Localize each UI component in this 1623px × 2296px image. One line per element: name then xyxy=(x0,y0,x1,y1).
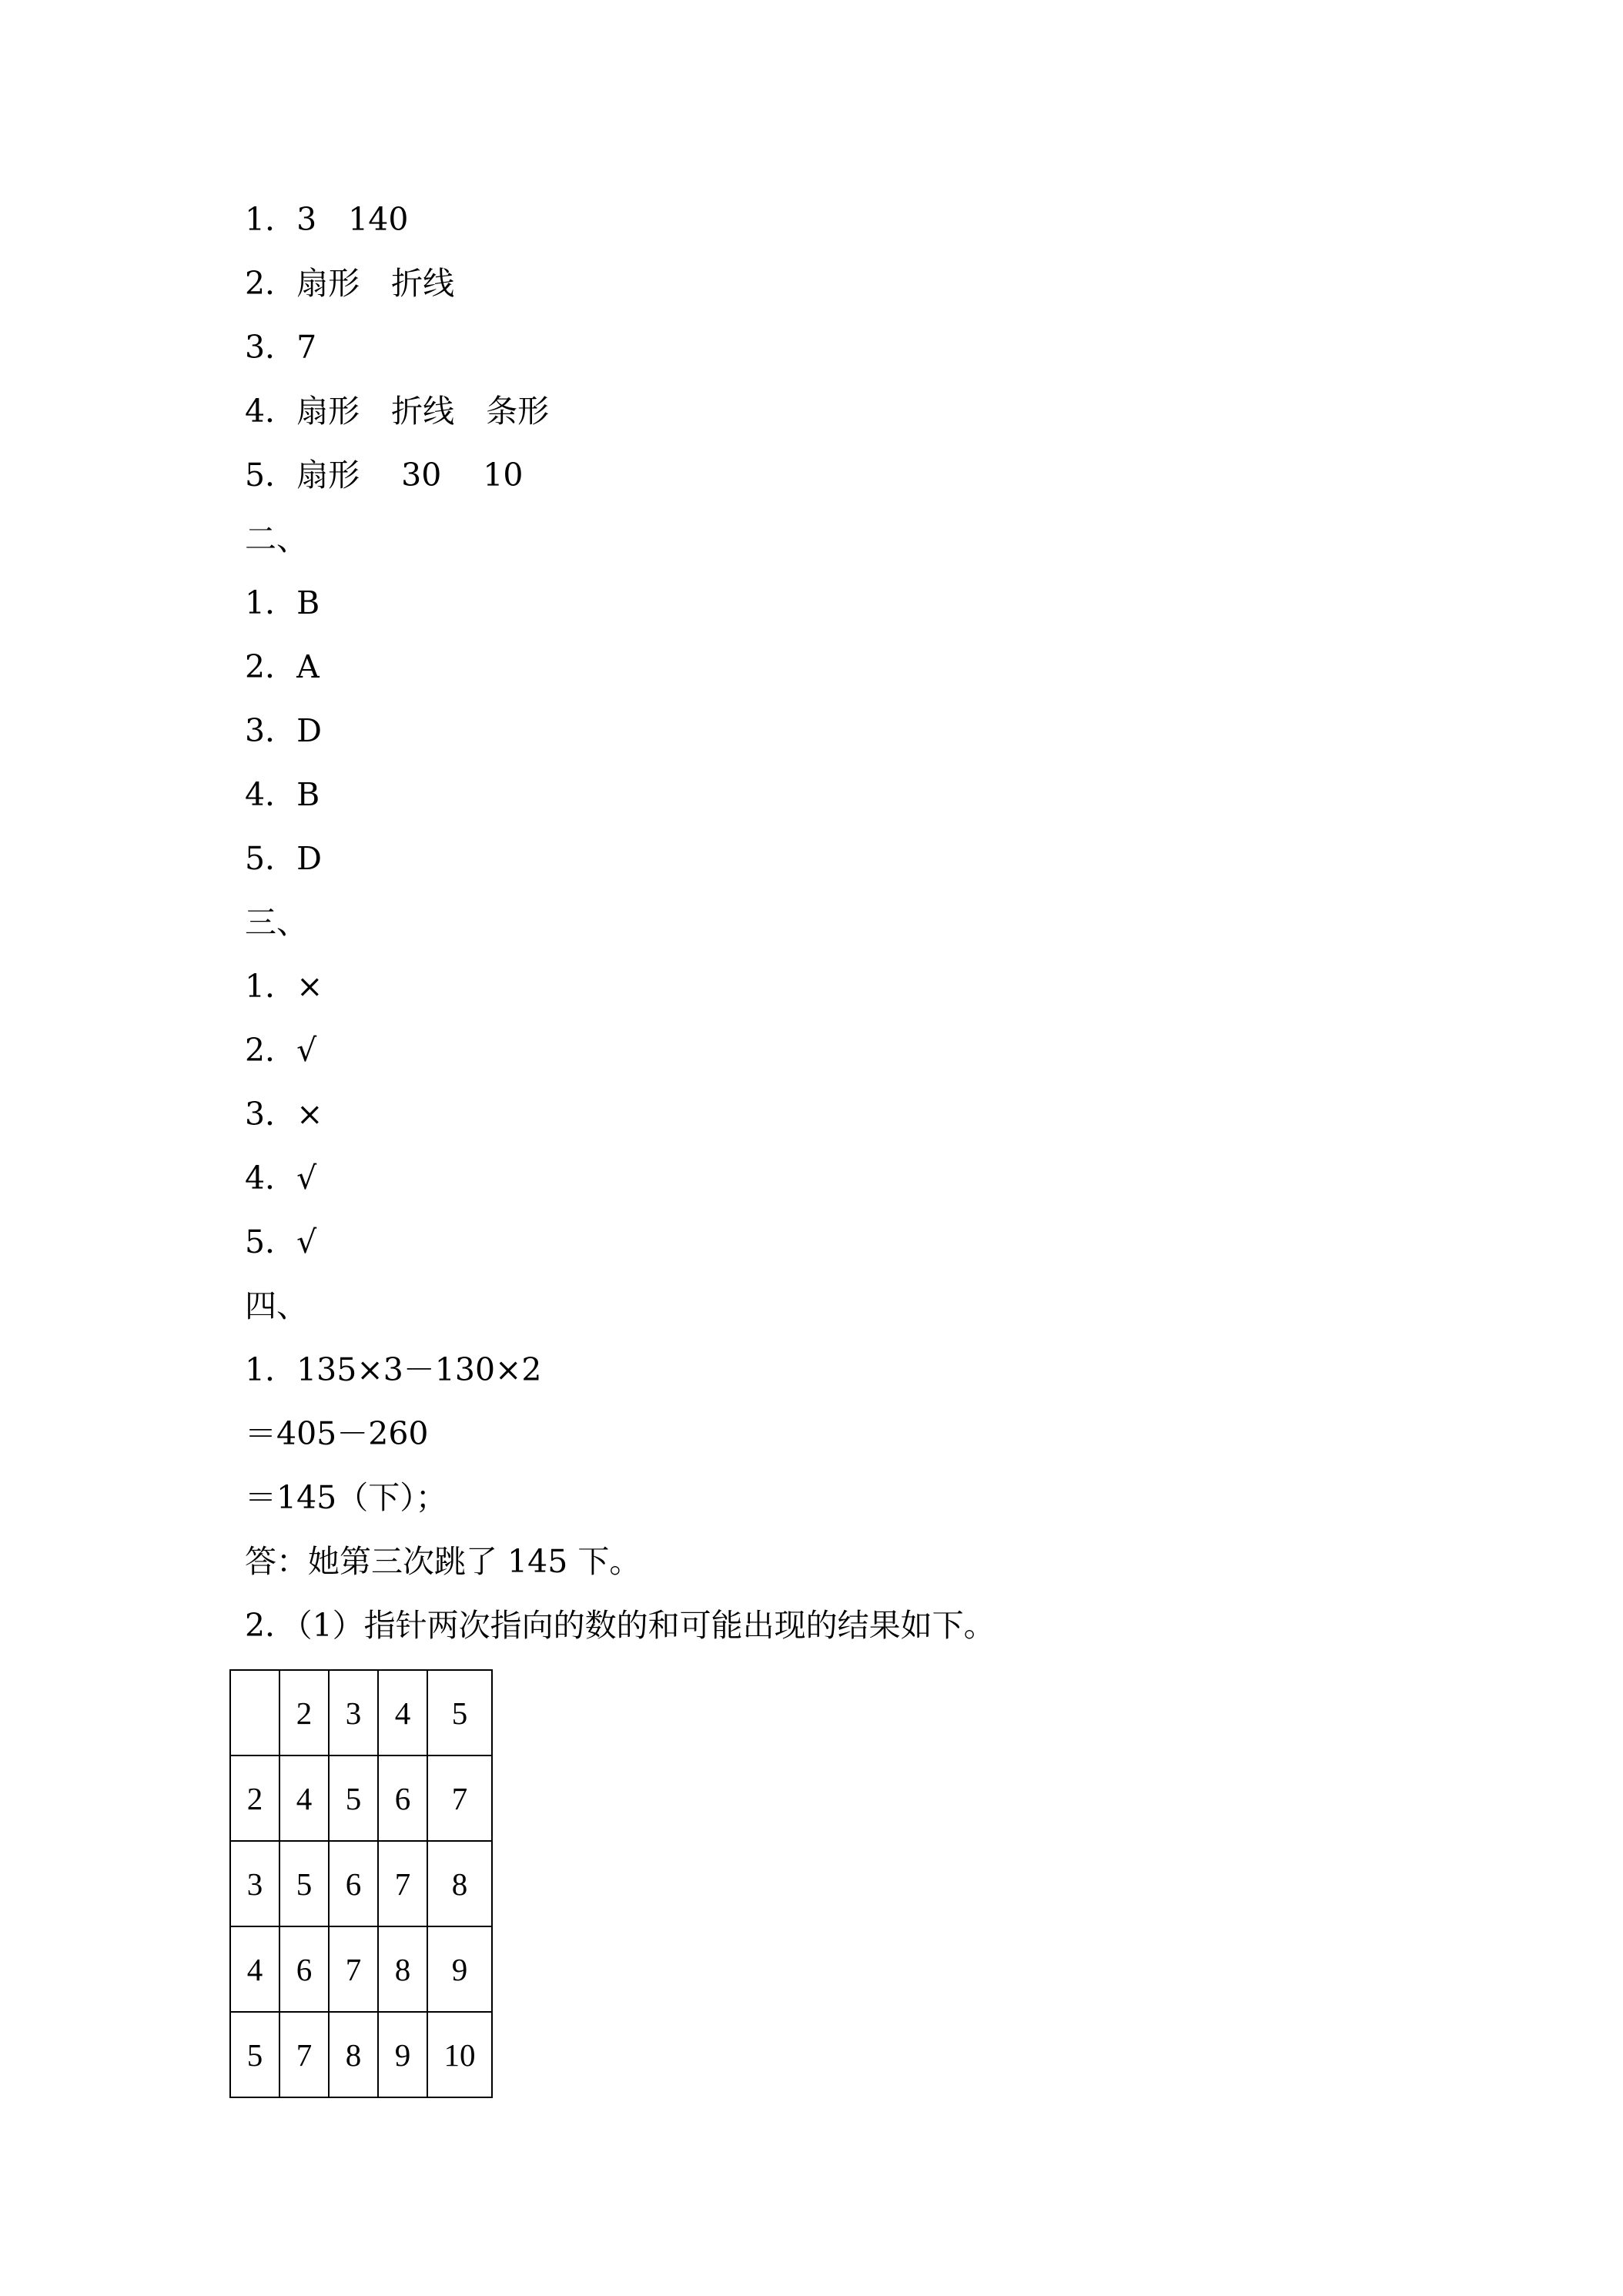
section-heading: 二、 xyxy=(245,520,308,557)
answer-line: 答：她第三次跳了 145 下。 xyxy=(245,1543,641,1580)
answer-line: 5．扇形 30 10 xyxy=(245,457,524,494)
table-cell: 7 xyxy=(279,2012,329,2097)
table-cell: 4 xyxy=(230,1926,279,2012)
table-cell: 3 xyxy=(329,1670,378,1755)
table-row xyxy=(230,2012,492,2097)
answer-line: 2．A xyxy=(245,648,320,685)
table-cell: 8 xyxy=(378,1926,427,2012)
table-cell: 4 xyxy=(279,1755,329,1841)
answer-line: 2．√ xyxy=(245,1032,317,1069)
answer-line: 1．135×3－130×2 xyxy=(245,1351,542,1388)
answer-line: 5．D xyxy=(245,840,322,877)
table-row xyxy=(230,1926,492,2012)
answer-line: 3．D xyxy=(245,712,322,749)
table-cell: 3 xyxy=(230,1841,279,1926)
table-cell: 10 xyxy=(427,2012,492,2097)
section-heading: 三、 xyxy=(245,904,308,941)
answer-line: 1．× xyxy=(245,968,323,1005)
answer-line: 4．B xyxy=(245,776,320,813)
table-cell: 5 xyxy=(230,2012,279,2097)
table-cell: 7 xyxy=(329,1926,378,2012)
table-cell: 6 xyxy=(279,1926,329,2012)
answer-line: ＝145（下）； xyxy=(245,1479,447,1516)
answer-line: 1．B xyxy=(245,584,320,621)
answer-line: 3．7 xyxy=(245,329,317,366)
table-cell: 4 xyxy=(378,1670,427,1755)
table-cell: 9 xyxy=(427,1926,492,2012)
table-row xyxy=(230,1670,492,1755)
table-cell: 2 xyxy=(230,1755,279,1841)
table-row xyxy=(230,1841,492,1926)
table-cell: 7 xyxy=(378,1841,427,1926)
answer-line: 4．√ xyxy=(245,1160,317,1197)
table-cell xyxy=(230,1670,279,1755)
answer-line: 1．3 140 xyxy=(245,201,409,238)
answer-line: 2．扇形 折线 xyxy=(245,265,455,302)
answer-line: ＝405－260 xyxy=(245,1415,429,1452)
table-cell: 7 xyxy=(427,1755,492,1841)
table-cell: 8 xyxy=(427,1841,492,1926)
table-cell: 8 xyxy=(329,2012,378,2097)
answer-line: 4．扇形 折线 条形 xyxy=(245,393,550,430)
answer-line: 5．√ xyxy=(245,1223,317,1260)
table-cell: 5 xyxy=(427,1670,492,1755)
table-cell: 9 xyxy=(378,2012,427,2097)
table-cell: 6 xyxy=(329,1841,378,1926)
sum-table xyxy=(229,1669,493,2098)
table-cell: 6 xyxy=(378,1755,427,1841)
table-cell: 5 xyxy=(279,1841,329,1926)
table-cell: 2 xyxy=(279,1670,329,1755)
answer-line: 3．× xyxy=(245,1096,323,1133)
table-cell: 5 xyxy=(329,1755,378,1841)
answer-line: 2．（1）指针两次指向的数的和可能出现的结果如下。 xyxy=(245,1607,996,1644)
section-heading: 四、 xyxy=(245,1287,308,1324)
table-row xyxy=(230,1755,492,1841)
